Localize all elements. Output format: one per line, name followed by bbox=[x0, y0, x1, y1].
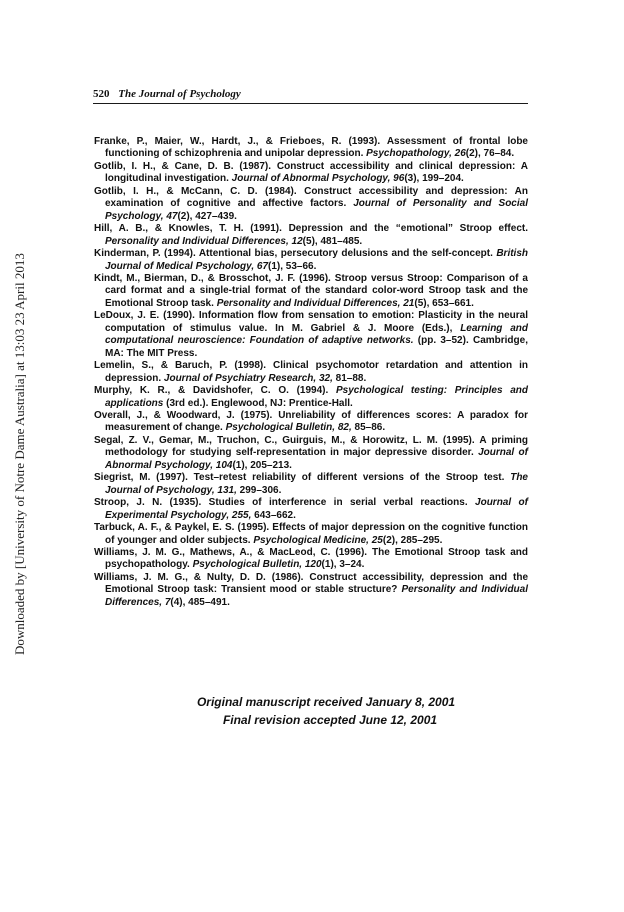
reference-source: Journal of Abnormal Psychology, 96 bbox=[231, 173, 405, 185]
reference-tail: (pp. 3–52). Cambridge, MA: The MIT Press. bbox=[105, 335, 528, 359]
reference-source: Personality and Individual Differences, 21 bbox=[216, 297, 415, 309]
reference-source: Psychopathology, 26 bbox=[366, 148, 466, 160]
reference-entry bbox=[94, 186, 528, 223]
reference-entry bbox=[94, 223, 528, 248]
reference-source: The Journal of Psychology, 131, bbox=[105, 472, 528, 496]
reference-entry bbox=[94, 572, 528, 609]
reference-text: Tarbuck, A. F., & Paykel, E. S. (1995). Effects of major depression on the cognitive function of younger and older subjects. bbox=[94, 522, 528, 546]
reference-tail: (3), 199–204. bbox=[404, 173, 464, 185]
reference-text: Gotlib, I. H., & McCann, C. D. (1984). Construct accessibility and depression: An examination of cognitive and affective factors. bbox=[94, 185, 528, 210]
reference-tail: (1), 53–66. bbox=[268, 260, 317, 272]
received-date: Original manuscript received January 8, 2001 bbox=[196, 695, 456, 709]
manuscript-dates bbox=[94, 693, 528, 729]
reference-entry bbox=[94, 310, 528, 360]
reference-text: Kindt, M., Bierman, D., & Brosschot, J. F. (1996). Stroop versus Stroop: Comparison of a card format and a single-trial format of the standard color-word Stroop task and the Emotional Stroop task. bbox=[94, 272, 528, 309]
reference-tail: 85–86. bbox=[351, 422, 386, 434]
reference-tail: (4), 485–491. bbox=[170, 596, 230, 608]
reference-text: Kinderman, P. (1994). Attentional bias, persecutory delusions and the self-concept. bbox=[94, 248, 497, 260]
reference-source: Psychological Medicine, 25 bbox=[253, 534, 383, 546]
reference-source: Learning and computational neuroscience: Foundation of adaptive networks. bbox=[105, 322, 528, 347]
reference-entry bbox=[94, 435, 528, 472]
reference-tail: 643–662. bbox=[251, 509, 296, 521]
revision-date: Final revision accepted June 12, 2001 bbox=[222, 713, 438, 727]
reference-entry bbox=[94, 547, 528, 572]
reference-entry bbox=[94, 522, 528, 547]
reference-text: Lemelin, S., & Baruch, P. (1998). Clinical psychomotor retardation and attention in depression. bbox=[94, 360, 528, 384]
reference-text: Siegrist, M. (1997). Test–retest reliability of different versions of the Stroop test. bbox=[94, 472, 511, 484]
reference-text: Stroop, J. N. (1935). Studies of interference in serial verbal reactions. bbox=[94, 497, 476, 509]
running-head bbox=[93, 88, 528, 104]
reference-text: Williams, J. M. G., Mathews, A., & MacLeod, C. (1996). The Emotional Stroop task and psychopathology. bbox=[94, 546, 528, 571]
page-number: 520 bbox=[93, 88, 110, 100]
reference-entry bbox=[94, 360, 528, 385]
reference-entry bbox=[94, 472, 528, 497]
reference-source: Psychological testing: Principles and applications bbox=[105, 385, 529, 409]
reference-text: Murphy, K. R., & Davidshofer, C. O. (1994). bbox=[94, 385, 336, 397]
reference-list bbox=[94, 136, 528, 609]
download-watermark: Downloaded by [University of Notre Dame Australia] at 13:03 23 April 2013 bbox=[12, 253, 27, 655]
reference-entry bbox=[94, 161, 528, 186]
reference-source: Journal of Personality and Social Psychology, 47 bbox=[105, 198, 528, 222]
reference-tail: (2), 285–295. bbox=[382, 534, 443, 546]
reference-source: Journal of Abnormal Psychology, 104 bbox=[105, 447, 528, 471]
reference-source: Psychological Bulletin, 120 bbox=[192, 559, 322, 571]
reference-entry bbox=[94, 248, 528, 273]
reference-tail: (5), 481–485. bbox=[302, 235, 363, 247]
reference-tail: 81–88. bbox=[332, 372, 367, 384]
reference-tail: (5), 653–661. bbox=[414, 297, 474, 309]
reference-tail: (2), 76–84. bbox=[465, 148, 515, 160]
reference-entry bbox=[94, 385, 528, 410]
reference-source: Journal of Experimental Psychology, 255, bbox=[105, 497, 528, 521]
reference-entry bbox=[94, 273, 528, 310]
reference-text: LeDoux, J. E. (1990). Information flow from sensation to emotion: Plasticity in the neural computation of stimulus value. In M. Gabriel & J. Moore (Eds.), bbox=[94, 310, 528, 334]
reference-tail: (1), 3–24. bbox=[321, 559, 365, 571]
reference-text: Franke, P., Maier, W., Hardt, J., & Frieboes, R. (1993). Assessment of frontal lobe functioning of schizophrenia and unipolar depression. bbox=[94, 136, 528, 160]
journal-title: The Journal of Psychology bbox=[118, 88, 241, 100]
reference-source: Journal of Psychiatry Research, 32, bbox=[163, 372, 333, 384]
reference-source: Psychological Bulletin, 82, bbox=[225, 422, 352, 434]
reference-text: Gotlib, I. H., & Cane, D. B. (1987). Construct accessibility and clinical depression: A longitudinal investigation. bbox=[94, 160, 528, 185]
reference-source: British Journal of Medical Psychology, 67 bbox=[105, 248, 528, 272]
reference-text: Segal, Z. V., Gemar, M., Truchon, C., Guirguis, M., & Horowitz, L. M. (1995). A priming methodology for studying self-representation in major depressive disorder. bbox=[94, 434, 528, 459]
reference-tail: (3rd ed.). Englewood, NJ: Prentice-Hall. bbox=[163, 397, 353, 409]
reference-text: Hill, A. B., & Knowles, T. H. (1991). Depression and the “emotional” Stroop effect. bbox=[94, 223, 528, 235]
reference-source: Personality and Individual Differences, 7 bbox=[105, 584, 529, 608]
reference-tail: (1), 205–213. bbox=[232, 459, 292, 471]
reference-tail: 299–306. bbox=[236, 484, 282, 496]
reference-text: Williams, J. M. G., & Nulty, D. D. (1986). Construct accessibility, depression and the Emotional Stroop task: Transient mood or stable structure? bbox=[94, 571, 528, 596]
reference-entry bbox=[94, 410, 528, 435]
reference-entry bbox=[94, 136, 528, 161]
reference-tail: (2), 427–439. bbox=[177, 210, 237, 222]
reference-source: Personality and Individual Differences, 12 bbox=[105, 235, 303, 247]
reference-text: Overall, J., & Woodward, J. (1975). Unreliability of differences scores: A paradox for measurement of change. bbox=[94, 409, 528, 434]
reference-entry bbox=[94, 497, 528, 522]
